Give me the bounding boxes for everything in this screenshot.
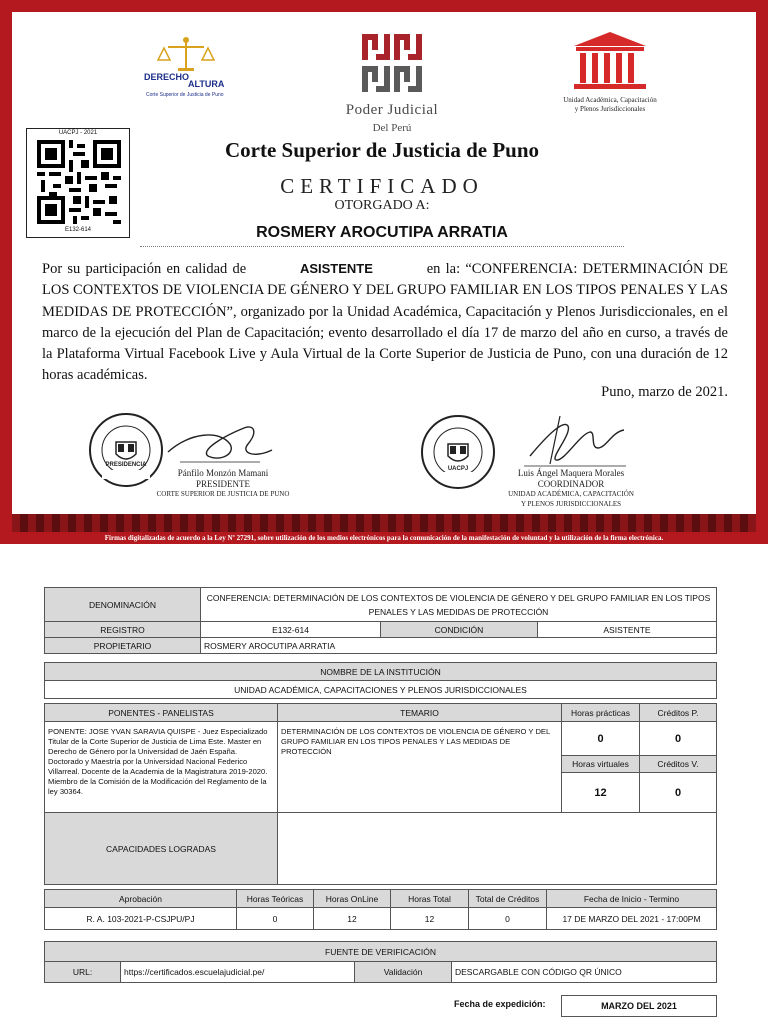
institution-table xyxy=(44,662,717,699)
scales-icon xyxy=(130,34,240,74)
dotted-divider xyxy=(140,246,624,247)
body-description: en la: “CONFERENCIA: DETERMINACIÓN DE LOS CONTEXTOS DE VIOLENCIA DE GÉNERO Y DEL GRUPO FAMILIAR EN LOS TIPOS PENALES Y LAS MEDIDAS DE PROTECCIÓN”, organizado por la Unidad Académica, Capacitación y Plenos Jurisdiccionales, en el marco de la ejecución del Plan de Capacitación; evento desarrollado el día 17 de marzo del año en curso, a través de la Plataforma Virtual Facebook Live y Aula Virtual de la Corte Superior de Justicia de Puno, con una duración de 12 horas académicas. xyxy=(42,261,728,384)
recipient-name: ROSMERY AROCUTIPA ARRATIA xyxy=(256,224,508,241)
pj-emblem-icon xyxy=(360,32,424,96)
propietario-label: PROPIETARIO xyxy=(45,638,201,654)
coordinator-institution-1: UNIDAD ACADÉMICA, CAPACITACIÓN xyxy=(508,490,634,498)
president-role: PRESIDENTE xyxy=(196,479,250,489)
condicion-label: CONDICIÓN xyxy=(381,622,538,638)
approval-header: Horas Teóricas xyxy=(237,890,314,908)
approval-value: 0 xyxy=(237,908,314,930)
pj-subtitle: Del Perú xyxy=(372,122,412,134)
coordinator-role: COORDINADOR xyxy=(537,479,605,489)
legal-footnote: Firmas digitalizadas de acuerdo a la Ley Nº 27291, sobre utilización de los medios electrónicos para la comunicación de la manifestación de voluntad y la utilización de la firma electrónica. xyxy=(104,534,664,542)
horas-practicas-label: Horas prácticas xyxy=(562,704,640,722)
capacidades-value xyxy=(278,813,717,885)
ponentes-label: PONENTES - PANELISTAS xyxy=(45,704,278,722)
condicion-value: ASISTENTE xyxy=(538,622,717,638)
horas-practicas-value: 0 xyxy=(562,722,640,756)
temario-text: DETERMINACIÓN DE LOS CONTEXTOS DE VIOLENCIA DE GÉNERO Y DEL GRUPO FAMILIAR EN LOS TIPOS PENALES Y LAS MEDIDAS DE PROTECCIÓN xyxy=(278,722,562,813)
qr-code-box xyxy=(26,128,130,238)
court-name: Corte Superior de Justicia de Puno xyxy=(224,138,540,162)
verification-table xyxy=(44,941,717,983)
qr-top-label: UACPJ - 2021 xyxy=(58,130,98,136)
certificate-title: CERTIFICADO xyxy=(280,174,484,198)
place-date: Puno, marzo de 2021. xyxy=(601,384,728,400)
verification-url-link[interactable]: https://certificados.escuelajudicial.pe/ xyxy=(121,962,355,983)
president-institution: CORTE SUPERIOR DE JUSTICIA DE PUNO xyxy=(156,490,290,498)
approval-header: Fecha de Inicio - Termino xyxy=(547,890,717,908)
institucion-value: UNIDAD ACADÉMICA, CAPACITACIONES Y PLENOS JURISDICCIONALES xyxy=(45,681,717,699)
logo-text-altura: ALTURA xyxy=(188,79,225,89)
approval-value: 12 xyxy=(314,908,391,930)
academic-unit-name xyxy=(550,96,670,114)
creditos-v-value: 0 xyxy=(640,773,717,813)
approval-table xyxy=(44,889,717,930)
approval-value: R. A. 103-2021-P-CSJPU/PJ xyxy=(45,908,237,930)
registro-label: REGISTRO xyxy=(45,622,201,638)
capacidades-label: CAPACIDADES LOGRADAS xyxy=(45,813,278,885)
horas-virtuales-label: Horas virtuales xyxy=(562,756,640,773)
derecho-altura-logo xyxy=(130,34,240,104)
temple-icon xyxy=(550,30,670,94)
logo-text-derecho: DERECHO xyxy=(144,72,190,82)
coordinator-signature-icon xyxy=(520,412,630,472)
body-intro: Por su participación en calidad de xyxy=(42,261,247,277)
expedition-label: Fecha de expedición: xyxy=(454,999,546,1009)
expedition-value: MARZO DEL 2021 xyxy=(561,995,717,1017)
participant-role: ASISTENTE xyxy=(299,261,373,276)
academic-unit-line-2: y Plenos Jurisdiccionales xyxy=(574,105,646,113)
approval-header: Horas Total xyxy=(391,890,469,908)
denominacion-label: DENOMINACIÓN xyxy=(45,588,201,622)
creditos-p-value: 0 xyxy=(640,722,717,756)
president-signature-icon xyxy=(160,422,280,472)
approval-header: Total de Créditos xyxy=(469,890,547,908)
seal-2-label: UACPJ xyxy=(447,466,469,472)
approval-header: Horas OnLine xyxy=(314,890,391,908)
creditos-p-label: Créditos P. xyxy=(640,704,717,722)
qr-code-icon xyxy=(37,139,121,225)
approval-value: 17 DE MARZO DEL 2021 - 17:00PM xyxy=(547,908,717,930)
temario-label: TEMARIO xyxy=(278,704,562,722)
denominacion-value: CONFERENCIA: DETERMINACIÓN DE LOS CONTEXTOS DE VIOLENCIA DE GÉNERO Y DEL GRUPO FAMILIAR EN LOS TIPOS PENALES Y LAS MEDIDAS DE PROTECCIÓN xyxy=(201,588,717,622)
creditos-v-label: Créditos V. xyxy=(640,756,717,773)
program-table xyxy=(44,703,717,885)
coordinator-institution-2: Y PLENOS JURISDICCIONALES xyxy=(520,500,622,508)
verification-title: FUENTE DE VERIFICACIÓN xyxy=(45,942,717,962)
approval-value: 12 xyxy=(391,908,469,930)
url-label: URL: xyxy=(45,962,121,983)
validacion-label: Validación xyxy=(355,962,452,983)
academic-unit-logo xyxy=(550,30,670,120)
approval-value: 0 xyxy=(469,908,547,930)
president-name: Pánfilo Monzón Mamani xyxy=(177,468,269,478)
ponente-text: PONENTE: JOSE YVAN SARAVIA QUISPE - Juez Especializado Titular de la Corte Superior de Justicia de Lima Este. Master en Derecho de Género por la Universidad de Jaén España. Doctorado y Maestría por la Universidad Nacional Federico Villarreal. Docente de la Academia de la Magistratura 2019-2020. Miembro de la Comisión de la Modificación del Reglamento de la ley 30364. xyxy=(45,722,278,813)
decorative-strip xyxy=(12,514,756,532)
approval-header: Aprobación xyxy=(45,890,237,908)
registro-value: E132-614 xyxy=(201,622,381,638)
seal-1-label: PRESIDENCIA xyxy=(105,462,147,468)
academic-unit-line-1: Unidad Académica, Capacitación xyxy=(563,96,657,104)
president-signer xyxy=(148,468,298,499)
poder-judicial-logo xyxy=(312,32,472,142)
propietario-value: ROSMERY AROCUTIPA ARRATIA xyxy=(201,638,717,654)
qr-bottom-label: E132-614 xyxy=(64,227,92,233)
coordinator-signer xyxy=(496,468,646,509)
granted-to-label: OTORGADO A: xyxy=(334,198,430,213)
certificate-body xyxy=(42,258,728,387)
institucion-label: NOMBRE DE LA INSTITUCIÓN xyxy=(45,663,717,681)
validacion-value: DESCARGABLE CON CÓDIGO QR ÚNICO xyxy=(452,962,717,983)
pj-title: Poder Judicial xyxy=(345,102,439,118)
record-table xyxy=(44,587,717,654)
uacpj-seal-icon xyxy=(420,414,496,490)
horas-virtuales-value: 12 xyxy=(562,773,640,813)
coordinator-name: Luis Ángel Maquera Morales xyxy=(517,468,625,478)
logo-tagline: Corte Superior de Justicia de Puno xyxy=(146,92,224,98)
